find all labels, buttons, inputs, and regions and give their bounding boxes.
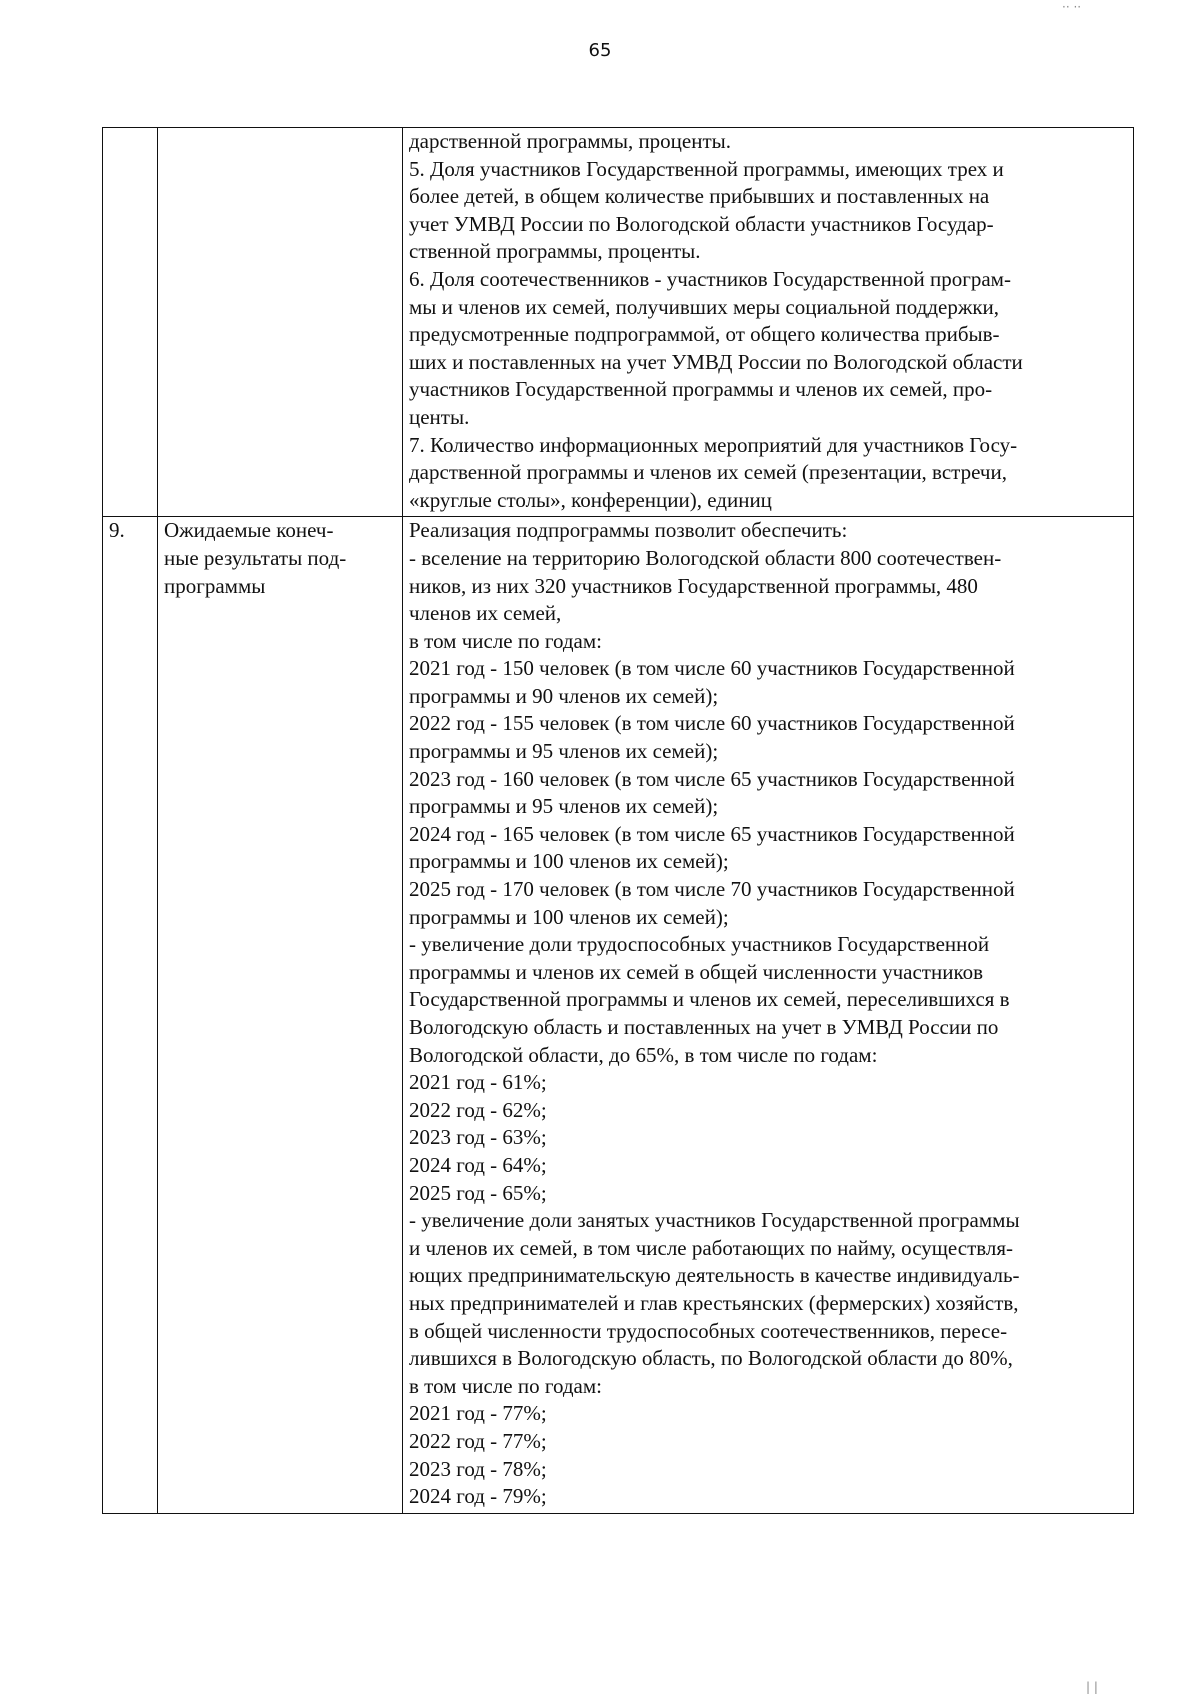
text-line: ших и поставленных на учет УМВД России по Вологодской области [409,349,1023,374]
text-line: программы и 100 членов их семей); [409,849,729,874]
table-row-continuation [103,128,1134,517]
label-line: ные результаты под- [164,545,347,570]
text-line: программы и 95 членов их семей); [409,739,719,764]
text-line: 2021 год - 150 человек (в том числе 60 участников Государственной [409,656,1015,681]
text-line: 2025 год - 65%; [409,1180,547,1205]
scan-mark-top: ·· ·· [1062,0,1082,14]
text-line: программы и 95 членов их семей); [409,794,719,819]
row-label-cell [158,517,403,1513]
text-line: программы и 90 членов их семей); [409,683,719,708]
label-line: Ожидаемые конеч- [164,518,334,543]
page-number: 65 [588,40,612,61]
text-line: в том числе по годам: [409,628,602,653]
text-line: «круглые столы», конференции), единиц [409,487,772,512]
text-line: программы и 100 членов их семей); [409,904,729,929]
text-line: и членов их семей, в том числе работающих по найму, осуществля- [409,1235,1014,1260]
text-line: 2022 год - 77%; [409,1428,547,1453]
text-line: 2021 год - 61%; [409,1070,547,1095]
text-line: дарственной программы и членов их семей (презентации, встречи, [409,460,1007,485]
text-line: мы и членов их семей, получивших меры социальной поддержки, [409,294,1000,319]
text-line: центы. [409,404,470,429]
text-line: ющих предпринимательскую деятельность в качестве индивидуаль- [409,1263,1020,1288]
program-passport-table [102,127,1134,1514]
text-line: 5. Доля участников Государственной программы, имеющих трех и [409,156,1004,181]
table-row-expected-results [103,517,1134,1513]
text-line: в том числе по годам: [409,1373,602,1398]
text-line: ников, из них 320 участников Государственной программы, 480 [409,573,978,598]
text-line: в общей численности трудоспособных соотечественников, пересе- [409,1318,1008,1343]
row-label-cell [158,128,403,517]
text-line: - вселение на территорию Вологодской области 800 соотечествен- [409,545,1002,570]
text-line: Вологодскую область и поставленных на учет в УМВД России по [409,1015,999,1039]
label-line: программы [164,573,266,598]
text-line: Вологодской области, до 65%, в том числе по годам: [409,1042,878,1067]
text-line: 2022 год - 155 человек (в том числе 60 участников Государственной [409,711,1015,736]
text-line: 2024 год - 79%; [409,1484,547,1509]
text-line: 2022 год - 62%; [409,1097,547,1122]
text-line: лившихся в Вологодскую область, по Вологодской области до 80%, [409,1346,1013,1371]
text-line: - увеличение доли занятых участников Государственной программы [409,1208,1020,1233]
text-line: программы и членов их семей в общей численности участников [409,959,983,984]
text-line: Реализация подпрограммы позволит обеспечить: [409,518,848,543]
row-number-cell [103,128,158,517]
text-line: 2021 год - 77%; [409,1401,547,1426]
text-line: дарственной программы, проценты. [409,129,732,153]
text-line: Государственной программы и членов их семей, переселившихся в [409,987,1010,1012]
text-line: ственной программы, проценты. [409,239,701,264]
text-line: - увеличение доли трудоспособных участников Государственной [409,932,990,957]
text-line: учет УМВД России по Вологодской области участников Государ- [409,211,994,236]
text-line: 2025 год - 170 человек (в том числе 70 участников Государственной [409,877,1015,902]
text-line: 2024 год - 165 человек (в том числе 65 участников Государственной [409,821,1015,846]
indicators-cell [403,128,1134,517]
expected-results-cell [403,517,1134,1513]
text-line: ных предпринимателей и глав крестьянских (фермерских) хозяйств, [409,1290,1019,1315]
text-line: участников Государственной программы и членов их семей, про- [409,377,993,402]
text-line: 6. Доля соотечественников - участников Государственной програм- [409,266,1011,291]
text-line: 2023 год - 78%; [409,1456,547,1481]
scan-mark-bottom: | | [1086,1680,1098,1694]
text-line: 7. Количество информационных мероприятий для участников Госу- [409,432,1018,457]
text-line: более детей, в общем количестве прибывших и поставленных на [409,184,990,209]
text-line: членов их семей, [409,601,562,626]
text-line: 2023 год - 160 человек (в том числе 65 участников Государственной [409,766,1015,791]
text-line: 2024 год - 64%; [409,1152,547,1177]
text-line: предусмотренные подпрограммой, от общего количества прибыв- [409,322,1000,347]
row-number-cell: 9. [103,517,158,1513]
text-line: 2023 год - 63%; [409,1125,547,1150]
